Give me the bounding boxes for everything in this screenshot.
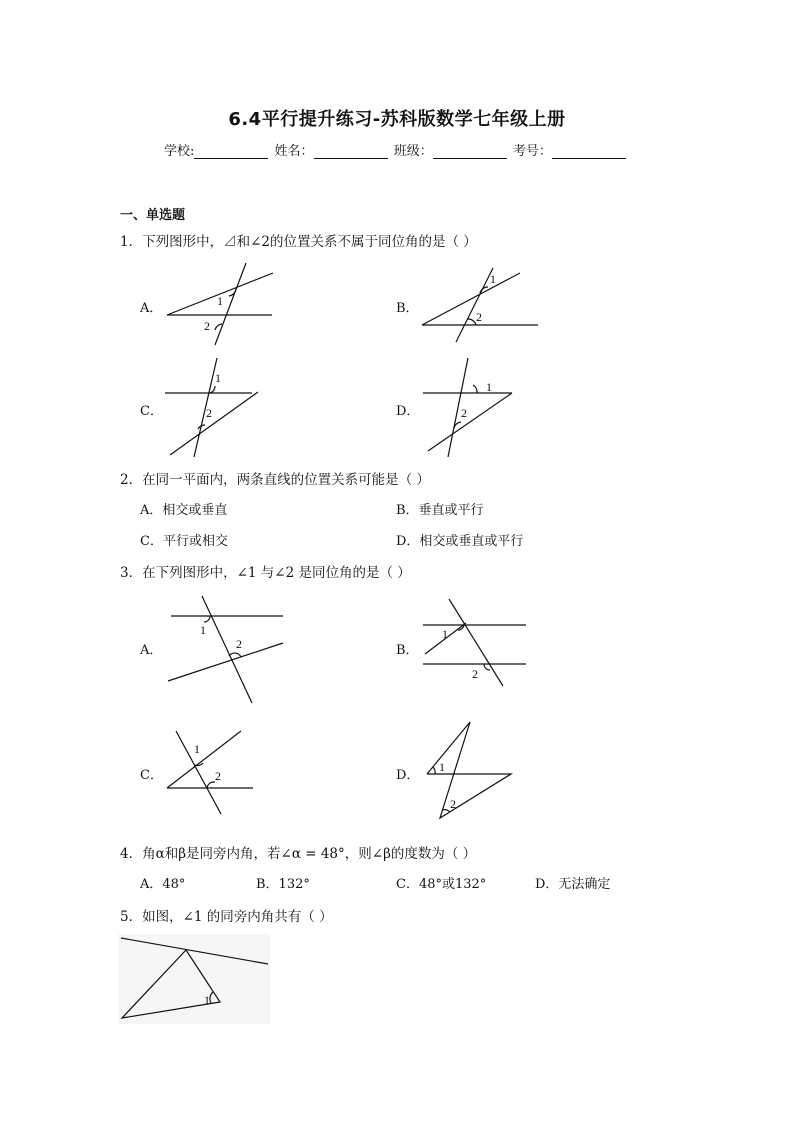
q1d-line-slant — [428, 393, 512, 451]
q3d-angle-label-2: 2 — [450, 797, 456, 811]
q3a-transversal — [202, 596, 252, 703]
q3-option-d[interactable]: D． — [396, 768, 420, 783]
name-blank[interactable] — [314, 145, 388, 159]
q1-figure-b — [420, 265, 545, 345]
q1a-angle-label-2: 2 — [204, 319, 210, 333]
q3-option-c[interactable]: C． — [140, 768, 163, 783]
q3c-angle-arc-2 — [207, 782, 215, 788]
q1b-line-slant — [422, 273, 520, 325]
question-5-stem: 5．如图，∠1 的同旁内角共有（ ） — [120, 909, 333, 925]
q5-figure — [118, 934, 270, 1024]
q3c-line-slant — [167, 731, 241, 788]
student-info-line — [164, 140, 628, 159]
q5-angle-arc-1 — [210, 992, 213, 1003]
q1-figure-a — [160, 258, 290, 348]
q3d-angle-arc-2 — [442, 810, 450, 812]
q3-option-a[interactable]: A． — [140, 643, 163, 658]
page-title: 6.4平行提升练习-苏科版数学七年级上册 — [228, 109, 566, 130]
q1-option-a[interactable]: A． — [140, 301, 163, 316]
class-blank[interactable] — [433, 145, 507, 159]
q3b-angle-label-2: 2 — [472, 667, 478, 681]
q5-angle-label-1: 1 — [204, 993, 210, 1007]
q4-option-d[interactable]: D．无法确定 — [535, 877, 611, 892]
school-label: 学校: — [164, 144, 195, 159]
q3-figure-b — [418, 596, 533, 691]
q1d-angle-arc-1 — [473, 385, 477, 393]
q3a-angle-arc-1 — [204, 616, 210, 622]
q4-option-c[interactable]: C．48°或132° — [396, 877, 487, 892]
q1c-angle-label-2: 2 — [206, 406, 212, 420]
q2-option-b[interactable]: B．垂直或平行 — [396, 503, 484, 518]
q1d-angle-label-2: 2 — [461, 406, 467, 420]
class-label: 班级： — [393, 144, 433, 159]
q3a-line-lower — [168, 643, 283, 681]
section-title: 一、单选题 — [120, 208, 186, 223]
exam-number-label: 考号： — [512, 144, 552, 159]
q2-option-c[interactable]: C．平行或相交 — [140, 534, 228, 549]
q1-option-d[interactable]: D． — [396, 404, 420, 419]
q1d-angle-label-1: 1 — [486, 380, 492, 394]
q1c-angle-label-1: 1 — [215, 371, 221, 385]
q3-figure-a — [165, 593, 290, 708]
school-blank[interactable] — [194, 145, 268, 159]
q2-option-d[interactable]: D．相交或垂直或平行 — [396, 534, 524, 549]
q1b-transversal — [456, 268, 493, 342]
q1c-line-slant — [170, 392, 258, 455]
q3c-angle-label-1: 1 — [194, 742, 200, 756]
q2-option-a[interactable]: A．相交或垂直 — [140, 503, 228, 518]
q1-option-c[interactable]: C． — [140, 404, 163, 419]
q3d-angle-label-1: 1 — [439, 760, 445, 774]
q3-option-b[interactable]: B． — [396, 643, 419, 658]
question-4-stem: 4．角α和β是同旁内角，若∠α = 48°，则∠β的度数为（ ） — [120, 846, 477, 862]
q4-option-b[interactable]: B．132° — [256, 877, 310, 892]
question-2-stem: 2．在同一平面内，两条直线的位置关系可能是（ ） — [120, 472, 430, 488]
q1-option-b[interactable]: B． — [396, 301, 419, 316]
exam-number-blank[interactable] — [552, 145, 626, 159]
q5-line-top — [121, 938, 268, 964]
q1-figure-d — [420, 355, 530, 460]
q3-figure-d — [422, 718, 517, 823]
q4-option-a[interactable]: A．48° — [140, 877, 186, 892]
q1b-angle-label-2: 2 — [476, 310, 482, 324]
q3a-angle-label-1: 1 — [200, 623, 206, 637]
q1a-angle-label-1: 1 — [217, 294, 223, 308]
q3d-angle-arc-1 — [433, 767, 435, 774]
q3c-angle-label-2: 2 — [215, 769, 221, 783]
q1b-angle-arc-2 — [468, 319, 476, 325]
question-1-stem: 1．下列图形中，⊿和∠2的位置关系不属于同位角的是（ ） — [120, 234, 477, 250]
q3b-angle-label-1: 1 — [442, 627, 448, 641]
q5-triangle — [122, 950, 220, 1018]
q1b-angle-label-1: 1 — [490, 272, 496, 286]
name-label: 姓名： — [274, 144, 314, 159]
q1-figure-c — [160, 355, 270, 460]
q3b-angle-arc-2 — [484, 664, 490, 670]
q3a-angle-label-2: 2 — [236, 637, 242, 651]
question-3-stem: 3．在下列图形中，∠1 与∠2 是同位角的是（ ） — [120, 565, 411, 581]
q3-figure-c — [165, 728, 260, 818]
